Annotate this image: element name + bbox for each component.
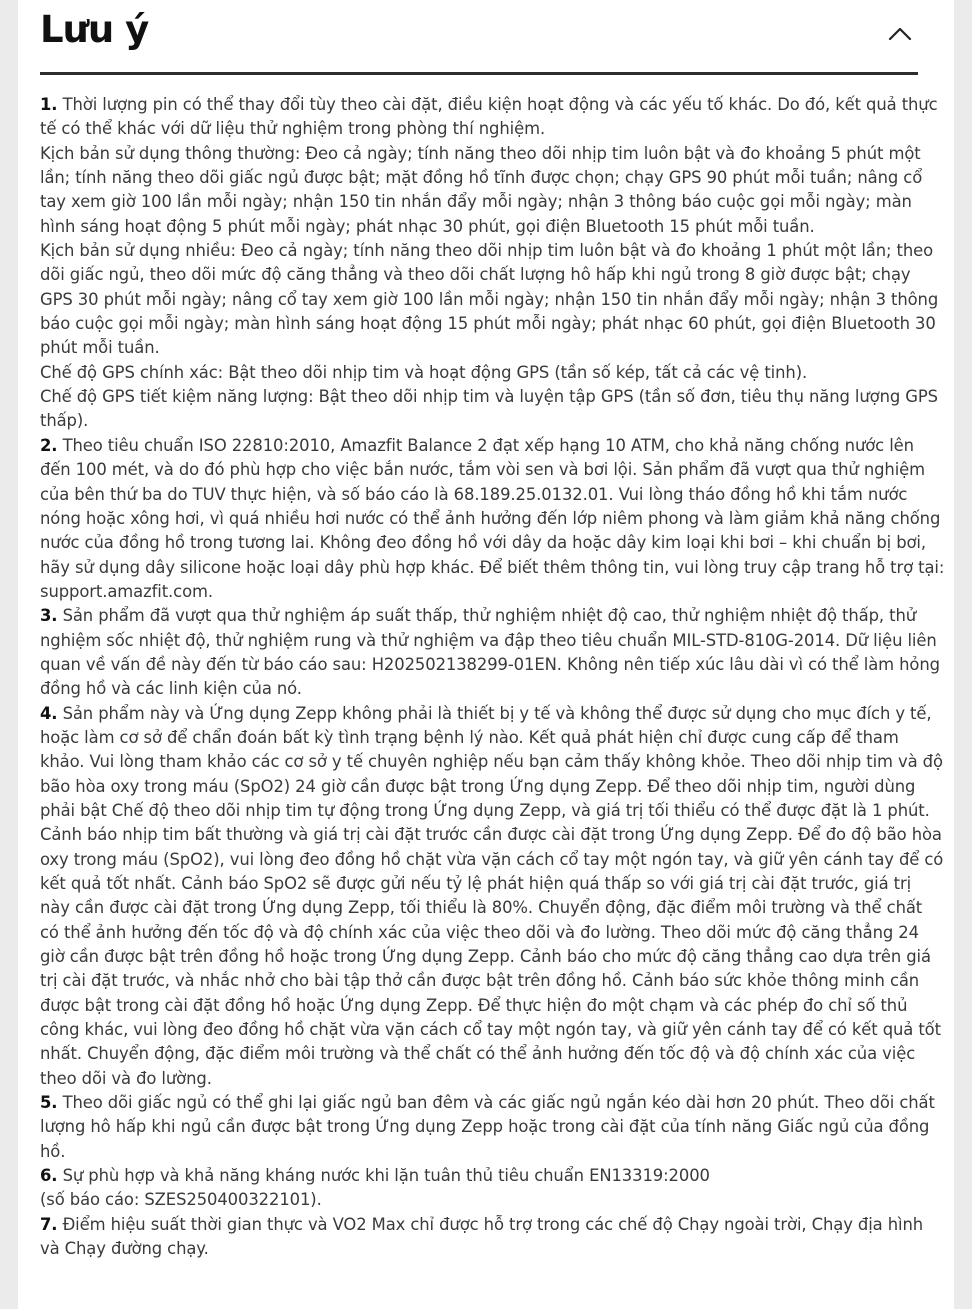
note-text: Điểm hiệu suất thời gian thực và VO2 Max chỉ được hỗ trợ trong các chế độ Chạy ngoài trời, Chạy địa hình và Chạy đường chạy. bbox=[40, 1214, 924, 1259]
note-text: Sản phẩm này và Ứng dụng Zepp không phải là thiết bị y tế và không thể được sử dụng cho mục đích y tế, hoặc làm cơ sở để chẩn đoán bất kỳ tình trạng bệnh lý nào. Kết quả phát hiện chỉ được cung cấp để tham khảo. Vui lòng tham khảo các cơ sở y tế chuyên nghiệp nếu bạn cảm thấy không khỏe. Theo dõi nhịp tim và độ bão hòa oxy trong máu (SpO2) 24 giờ cần được bật trong Ứng dụng Zepp. Để theo dõi nhịp tim, người dùng phải bật Chế độ theo dõi nhịp tim tự động trong Ứng dụng Zepp, và giá trị tối thiểu có thể được đặt là 1 phút. Cảnh báo nhịp tim bất thường và giá trị cài đặt trước cần được cài đặt trong Ứng dụng Zepp. Để đo độ bão hòa oxy trong máu (SpO2), vui lòng đeo đồng hồ chặt vừa vặn cách cổ tay một ngón tay, và giữ yên cánh tay để có kết quả tốt nhất. Cảnh báo SpO2 sẽ được gửi nếu tỷ lệ phát hiện quá thấp so với giá trị cài đặt trước, giá trị này cần được cài đặt trong Ứng dụng Zepp, tối thiểu là 80%. Chuyển động, đặc điểm môi trường và thể chất có thể ảnh hưởng đến tốc độ và độ chính xác của việc theo dõi và đo lường. Theo dõi mức độ căng thẳng 24 giờ cần được bật trên đồng hồ hoặc trong Ứng dụng Zepp. Cảnh báo cho mức độ căng thẳng cao dựa trên giá trị cài đặt trước, và nhắc nhở cho bài tập thở cần được bật trên đồng hồ. Cảnh báo sức khỏe thông minh cần được bật trong cài đặt đồng hồ hoặc Ứng dụng Zepp. Để thực hiện đo một chạm và các phép đo chỉ số thủ công khác, vui lòng đeo đồng hồ chặt vừa vặn cách cổ tay một ngón tay, và giữ yên cánh tay để có kết quả tốt nhất. Chuyển động, đặc điểm môi trường và thể chất có thể ảnh hưởng đến tốc độ và độ chính xác của việc theo dõi và đo lường. bbox=[40, 703, 944, 1088]
note-1-accurate-gps: Chế độ GPS chính xác: Bật theo dõi nhịp tim và hoạt động GPS (tần số kép, tất cả các vệ tinh). bbox=[40, 362, 808, 382]
note-5 bbox=[40, 1091, 946, 1164]
note-number: 7. bbox=[40, 1214, 58, 1234]
note-number: 2. bbox=[40, 435, 58, 455]
note-3 bbox=[40, 604, 946, 701]
section-header[interactable] bbox=[40, 0, 918, 75]
note-1-saving-gps: Chế độ GPS tiết kiệm năng lượng: Bật theo dõi nhịp tim và luyện tập GPS (tần số đơn, tiêu thụ năng lượng GPS thấp). bbox=[40, 387, 938, 431]
note-number: 1. bbox=[40, 95, 58, 114]
note-text: Theo dõi giấc ngủ có thể ghi lại giấc ngủ ban đêm và các giấc ngủ ngắn kéo dài hơn 20 phút. Theo dõi chất lượng hô hấp khi ngủ cần được bật trong Ứng dụng Zepp hoặc trong cài đặt của tính năng Giấc ngủ của đồng hồ. bbox=[40, 1093, 935, 1161]
note-text: Theo tiêu chuẩn ISO 22810:2010, Amazfit Balance 2 đạt xếp hạng 10 ATM, cho khả năng chống nước lên đến 100 mét, và do đó phù hợp cho việc bắn nước, tắm vòi sen và bơi lội. Sản phẩm đã vượt qua thử nghiệm của bên thứ ba do TUV thực hiện, và số báo cáo là 68.189.25.0132.01. Vui lòng tháo đồng hồ khi tắm nước nóng hoặc xông hơi, vì quá nhiều hơi nước có thể ảnh hưởng đến lớp niêm phong và làm giảm khả năng chống nước của đồng hồ trong tương lai. Không đeo đồng hồ với dây da hoặc dây kim loại khi bơi – khi chuẩn bị bơi, hãy sử dụng dây silicone hoặc loại dây phù hợp khác. Để biết thêm thông tin, vui lòng truy cập trang hỗ trợ tại: support.amazfit.com. bbox=[40, 435, 945, 601]
note-1-heavy-scenario: Kịch bản sử dụng nhiều: Đeo cả ngày; tính năng theo dõi nhịp tim luôn bật và đo khoảng 1 phút một lần; theo dõi giấc ngủ, theo dõi mức độ căng thẳng và theo dõi chất lượng hô hấp khi ngủ trong 8 giờ được bật; chạy GPS 30 phút mỗi ngày; nâng cổ tay xem giờ 100 lần mỗi ngày; nhận 150 tin nhắn đẩy mỗi ngày; nhận 3 thông báo cuộc gọi mỗi ngày; màn hình sáng hoạt động 15 phút mỗi ngày; phát nhạc 60 phút, gọi điện Bluetooth 30 phút mỗi tuần. bbox=[40, 241, 939, 358]
note-text: Thời lượng pin có thể thay đổi tùy theo cài đặt, điều kiện hoạt động và các yếu tố khác. Do đó, kết quả thực tế có thể khác với dữ liệu thử nghiệm trong phòng thí nghiệm. bbox=[40, 95, 938, 139]
note-6-report: (số báo cáo: SZES250400322101). bbox=[40, 1190, 322, 1210]
chevron-up-icon bbox=[888, 26, 912, 42]
note-number: 5. bbox=[40, 1093, 58, 1113]
note-6 bbox=[40, 1164, 946, 1188]
note-number: 3. bbox=[40, 606, 58, 626]
notes-content bbox=[40, 93, 946, 1262]
note-7 bbox=[40, 1213, 946, 1262]
note-text: Sản phẩm đã vượt qua thử nghiệm áp suất thấp, thử nghiệm nhiệt độ cao, thử nghiệm nhiệt độ thấp, thử nghiệm sốc nhiệt độ, thử nghiệm rung và thử nghiệm va đập theo tiêu chuẩn MIL-STD-810G-2014. Dữ liệu liên quan về vấn đề này đến từ báo cáo sau: H202502138299-01EN. Không nên tiếp xúc lâu dài vì có thể làm hỏng đồng hồ và các linh kiện của nó. bbox=[40, 606, 940, 699]
collapse-toggle-button[interactable] bbox=[882, 16, 918, 52]
note-text: Sự phù hợp và khả năng kháng nước khi lặn tuân thủ tiêu chuẩn EN13319:2000 bbox=[62, 1166, 710, 1186]
note-1-typical-scenario: Kịch bản sử dụng thông thường: Đeo cả ngày; tính năng theo dõi nhịp tim luôn bật và đo khoảng 5 phút một lần; tính năng theo dõi giấc ngủ được bật; mặt đồng hồ tĩnh được chọn; chạy GPS 90 phút mỗi tuần; nâng cổ tay xem giờ 100 lần mỗi ngày; nhận 150 tin nhắn đẩy mỗi ngày; nhận 3 thông báo cuộc gọi mỗi ngày; màn hình sáng hoạt động 5 phút mỗi ngày; phát nhạc 30 phút, gọi điện Bluetooth 15 phút mỗi tuần. bbox=[40, 143, 923, 236]
note-2 bbox=[40, 434, 946, 604]
note-number: 4. bbox=[40, 703, 58, 723]
note-number: 6. bbox=[40, 1166, 58, 1186]
note-1 bbox=[40, 93, 946, 142]
note-4 bbox=[40, 702, 946, 1092]
notes-panel bbox=[18, 0, 954, 1309]
section-title: Lưu ý bbox=[40, 8, 149, 51]
